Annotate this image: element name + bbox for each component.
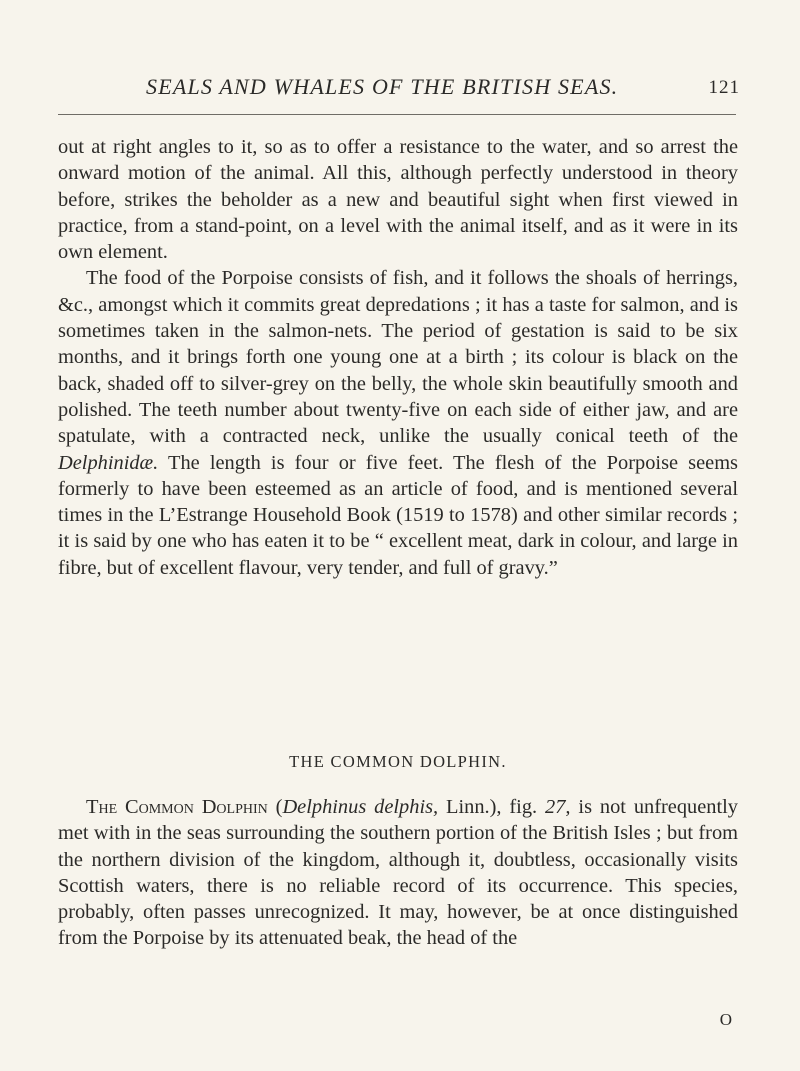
body-text (58, 134, 738, 581)
figure-number: 27, (545, 796, 571, 818)
paragraph-2 (58, 265, 738, 581)
paragraph-2-text-b: The length is four or five feet. The flesh of the Porpoise seems formerly to have been esteemed as an article of food, and is mentioned several times in the L’Estrange Household Book (1519 to 1578) and other similar records ; it is said by one who has eaten it to be “ excellent meat, dark in colour, and large in fibre, but of excellent flavour, very tender, and full of gravy.” (58, 451, 738, 579)
common-name: The Common Dolphin (86, 796, 268, 818)
section-text (58, 794, 738, 952)
header-rule (58, 114, 736, 115)
paragraph-1: out at right angles to it, so as to offer a resistance to the water, and so arrest the onward motion of the animal. All this, although perfectly understood in theory before, strikes the beholder as a new and beautiful sight when first viewed in practice, from a stand-point, on a level with the animal itself, and as it were in its own element. (58, 136, 738, 264)
family-name: Delphinidæ. (58, 451, 159, 474)
signature-mark: O (719, 1010, 732, 1029)
paragraph-3-text-mid: Linn.), fig. (438, 796, 546, 818)
running-head (0, 74, 800, 104)
species-name: Delphinus delphis, (282, 796, 439, 818)
page-number: 121 (708, 77, 740, 98)
paragraph-3-text-rest: is not unfrequently met with in the seas surrounding the southern portion of the British Isles ; but from the northern division of the kingdom, although it, doubtless, occasionally visits Scottish waters, there is no reliable record of its occurrence. This species, probably, often passes unrecognized. It may, however, be at once distinguished from the Porpoise by its attenuated beak, the head of the (58, 796, 739, 950)
open-paren: ( (267, 796, 283, 818)
paragraph-3 (58, 794, 738, 952)
section-heading: THE COMMON DOLPHIN. (289, 752, 507, 771)
running-title: SEALS AND WHALES OF THE BRITISH SEAS. (146, 74, 619, 99)
paragraph-2-text-a: The food of the Porpoise consists of fish, and it follows the shoals of herrings, &c., amongst which it commits great depredations ; it has a taste for salmon, and is sometimes taken in the salmon-nets. The period of gestation is said to be six months, and it brings forth one young one at a birth ; its colour is black on the back, shaded off to silver-grey on the belly, the whole skin beautifully smooth and polished. The teeth number about twenty-five on each side of either jaw, and are spatulate, with a contracted neck, unlike the usually conical teeth of the (58, 267, 738, 448)
